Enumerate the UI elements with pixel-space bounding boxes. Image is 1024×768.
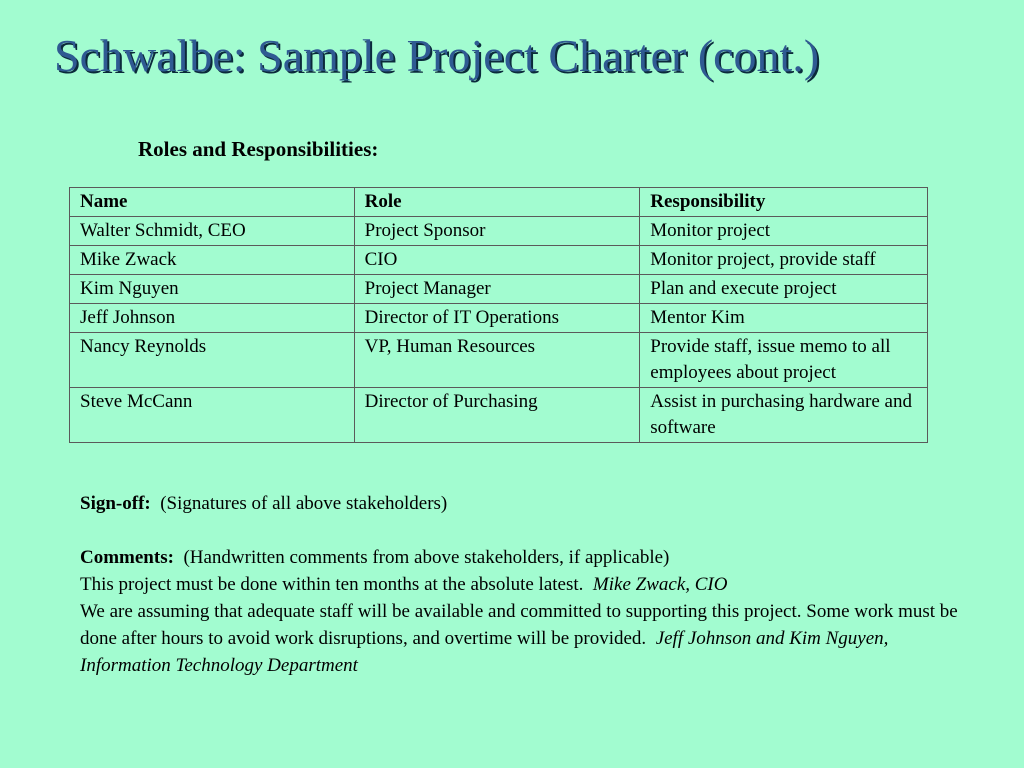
cell-name: Kim Nguyen	[70, 275, 355, 304]
cell-role: Project Manager	[354, 275, 640, 304]
cell-responsibility: Plan and execute project	[640, 275, 928, 304]
comment-1	[80, 571, 960, 598]
table-row	[70, 304, 928, 333]
column-header-name: Name	[70, 188, 355, 217]
column-header-role: Role	[354, 188, 640, 217]
table-row	[70, 333, 928, 388]
comments-label: Comments:	[80, 547, 174, 568]
table-row	[70, 275, 928, 304]
comments-text: (Handwritten comments from above stakeholders, if applicable)	[183, 547, 670, 568]
cell-responsibility: Monitor project	[640, 217, 928, 246]
signoff-text: (Signatures of all above stakeholders)	[160, 493, 448, 514]
cell-role: Project Sponsor	[354, 217, 640, 246]
cell-name: Steve McCann	[70, 388, 355, 443]
cell-name: Nancy Reynolds	[70, 333, 355, 388]
column-header-responsibility: Responsibility	[640, 188, 928, 217]
cell-name: Jeff Johnson	[70, 304, 355, 333]
cell-responsibility: Provide staff, issue memo to all employees about project	[640, 333, 928, 388]
comment-2-author: Jeff Johnson and Kim Nguyen, Information Technology Department	[80, 628, 889, 676]
comments-line	[80, 544, 960, 571]
cell-role: Director of Purchasing	[354, 388, 640, 443]
cell-name: Walter Schmidt, CEO	[70, 217, 355, 246]
slide-title: Schwalbe: Sample Project Charter (cont.)	[54, 30, 820, 81]
cell-responsibility: Monitor project, provide staff	[640, 246, 928, 275]
comment-1-author: Mike Zwack, CIO	[592, 574, 728, 595]
roles-table	[69, 187, 928, 443]
table-row	[70, 246, 928, 275]
signoff-label: Sign-off:	[80, 493, 151, 514]
table-row	[70, 217, 928, 246]
cell-role: VP, Human Resources	[354, 333, 640, 388]
table-header-row	[70, 188, 928, 217]
signoff-line	[80, 490, 960, 517]
comment-1-text: This project must be done within ten months at the absolute latest.	[80, 574, 584, 595]
notes-block	[80, 490, 960, 679]
cell-role: CIO	[354, 246, 640, 275]
cell-responsibility: Assist in purchasing hardware and software	[640, 388, 928, 443]
cell-role: Director of IT Operations	[354, 304, 640, 333]
section-heading: Roles and Responsibilities:	[138, 137, 379, 161]
comment-2-text: We are assuming that adequate staff will be available and committed to supporting this project. Some work must be done after hours to avoid work disruptions, and overtime will be provided.	[80, 601, 958, 649]
cell-responsibility: Mentor Kim	[640, 304, 928, 333]
table-row	[70, 388, 928, 443]
cell-name: Mike Zwack	[70, 246, 355, 275]
comment-2	[80, 598, 960, 679]
